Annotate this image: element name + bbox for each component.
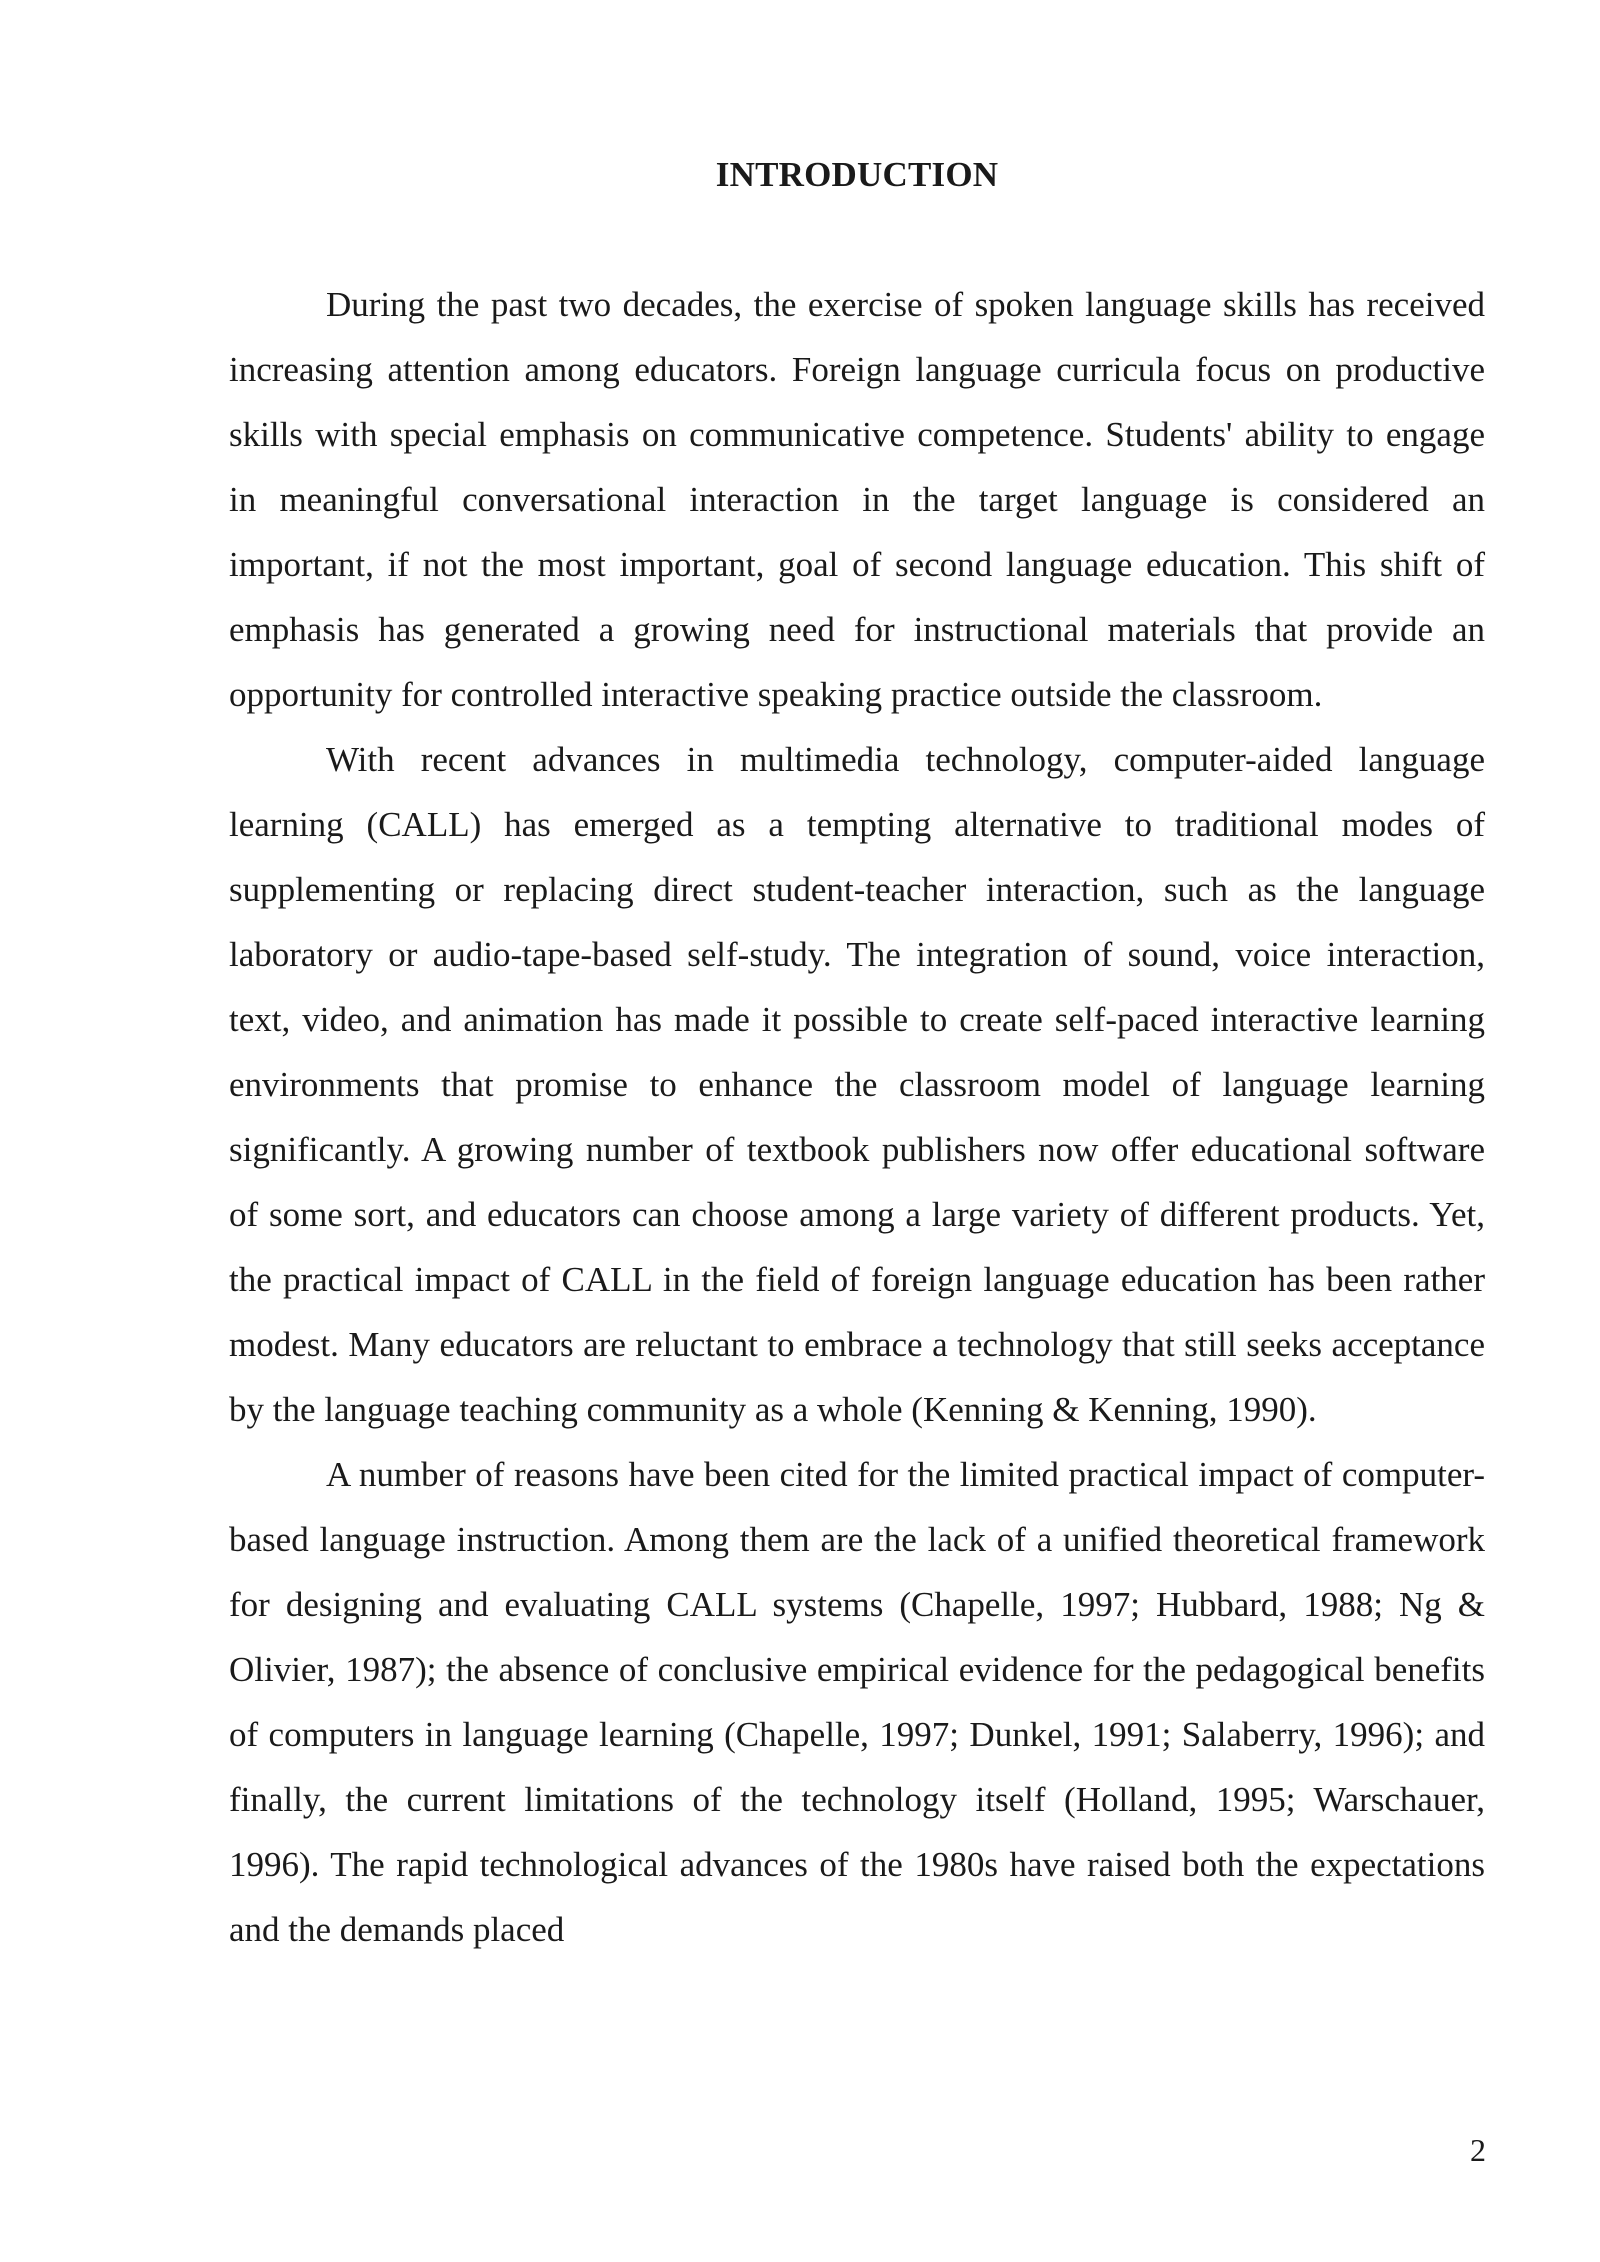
body-text: [229, 272, 1485, 1962]
paragraph-3: A number of reasons have been cited for the limited practical impact of computer-based language instruction. Among them are the lack of a unified theoretical framework for designing and evaluating CALL systems (Chapelle, 1997; Hubbard, 1988; Ng & Olivier, 1987); the absence of conclusive empirical evidence for the pedagogical benefits of computers in language learning (Chapelle, 1997; Dunkel, 1991; Salaberry, 1996); and finally, the current limitations of the technology itself (Holland, 1995; Warschauer, 1996). The rapid technological advances of the 1980s have raised both the expectations and the demands placed: [229, 1455, 1485, 1949]
section-heading: INTRODUCTION: [715, 155, 999, 194]
paragraph-1: During the past two decades, the exercise of spoken language skills has received increasing attention among educators. Foreign language curricula focus on productive skills with special emphasis on communicative competence. Students' ability to engage in meaningful conversational interaction in the target language is considered an important, if not the most important, goal of second language education. This shift of emphasis has generated a growing need for instructional materials that provide an opportunity for controlled interactive speaking practice outside the classroom.: [229, 285, 1485, 714]
paragraph-2: With recent advances in multimedia technology, computer-aided language learning (CALL) has emerged as a tempting alternative to traditional modes of supplementing or replacing direct student-teacher interaction, such as the language laboratory or audio-tape-based self-study. The integration of sound, voice interaction, text, video, and animation has made it possible to create self-paced interactive learning environments that promise to enhance the classroom model of language learning significantly. A growing number of textbook publishers now offer educational software of some sort, and educators can choose among a large variety of different products. Yet, the practical impact of CALL in the field of foreign language education has been rather modest. Many educators are reluctant to embrace a technology that still seeks acceptance by the language teaching community as a whole (Kenning & Kenning, 1990).: [229, 740, 1485, 1429]
page-number: 2: [1470, 2132, 1486, 2168]
